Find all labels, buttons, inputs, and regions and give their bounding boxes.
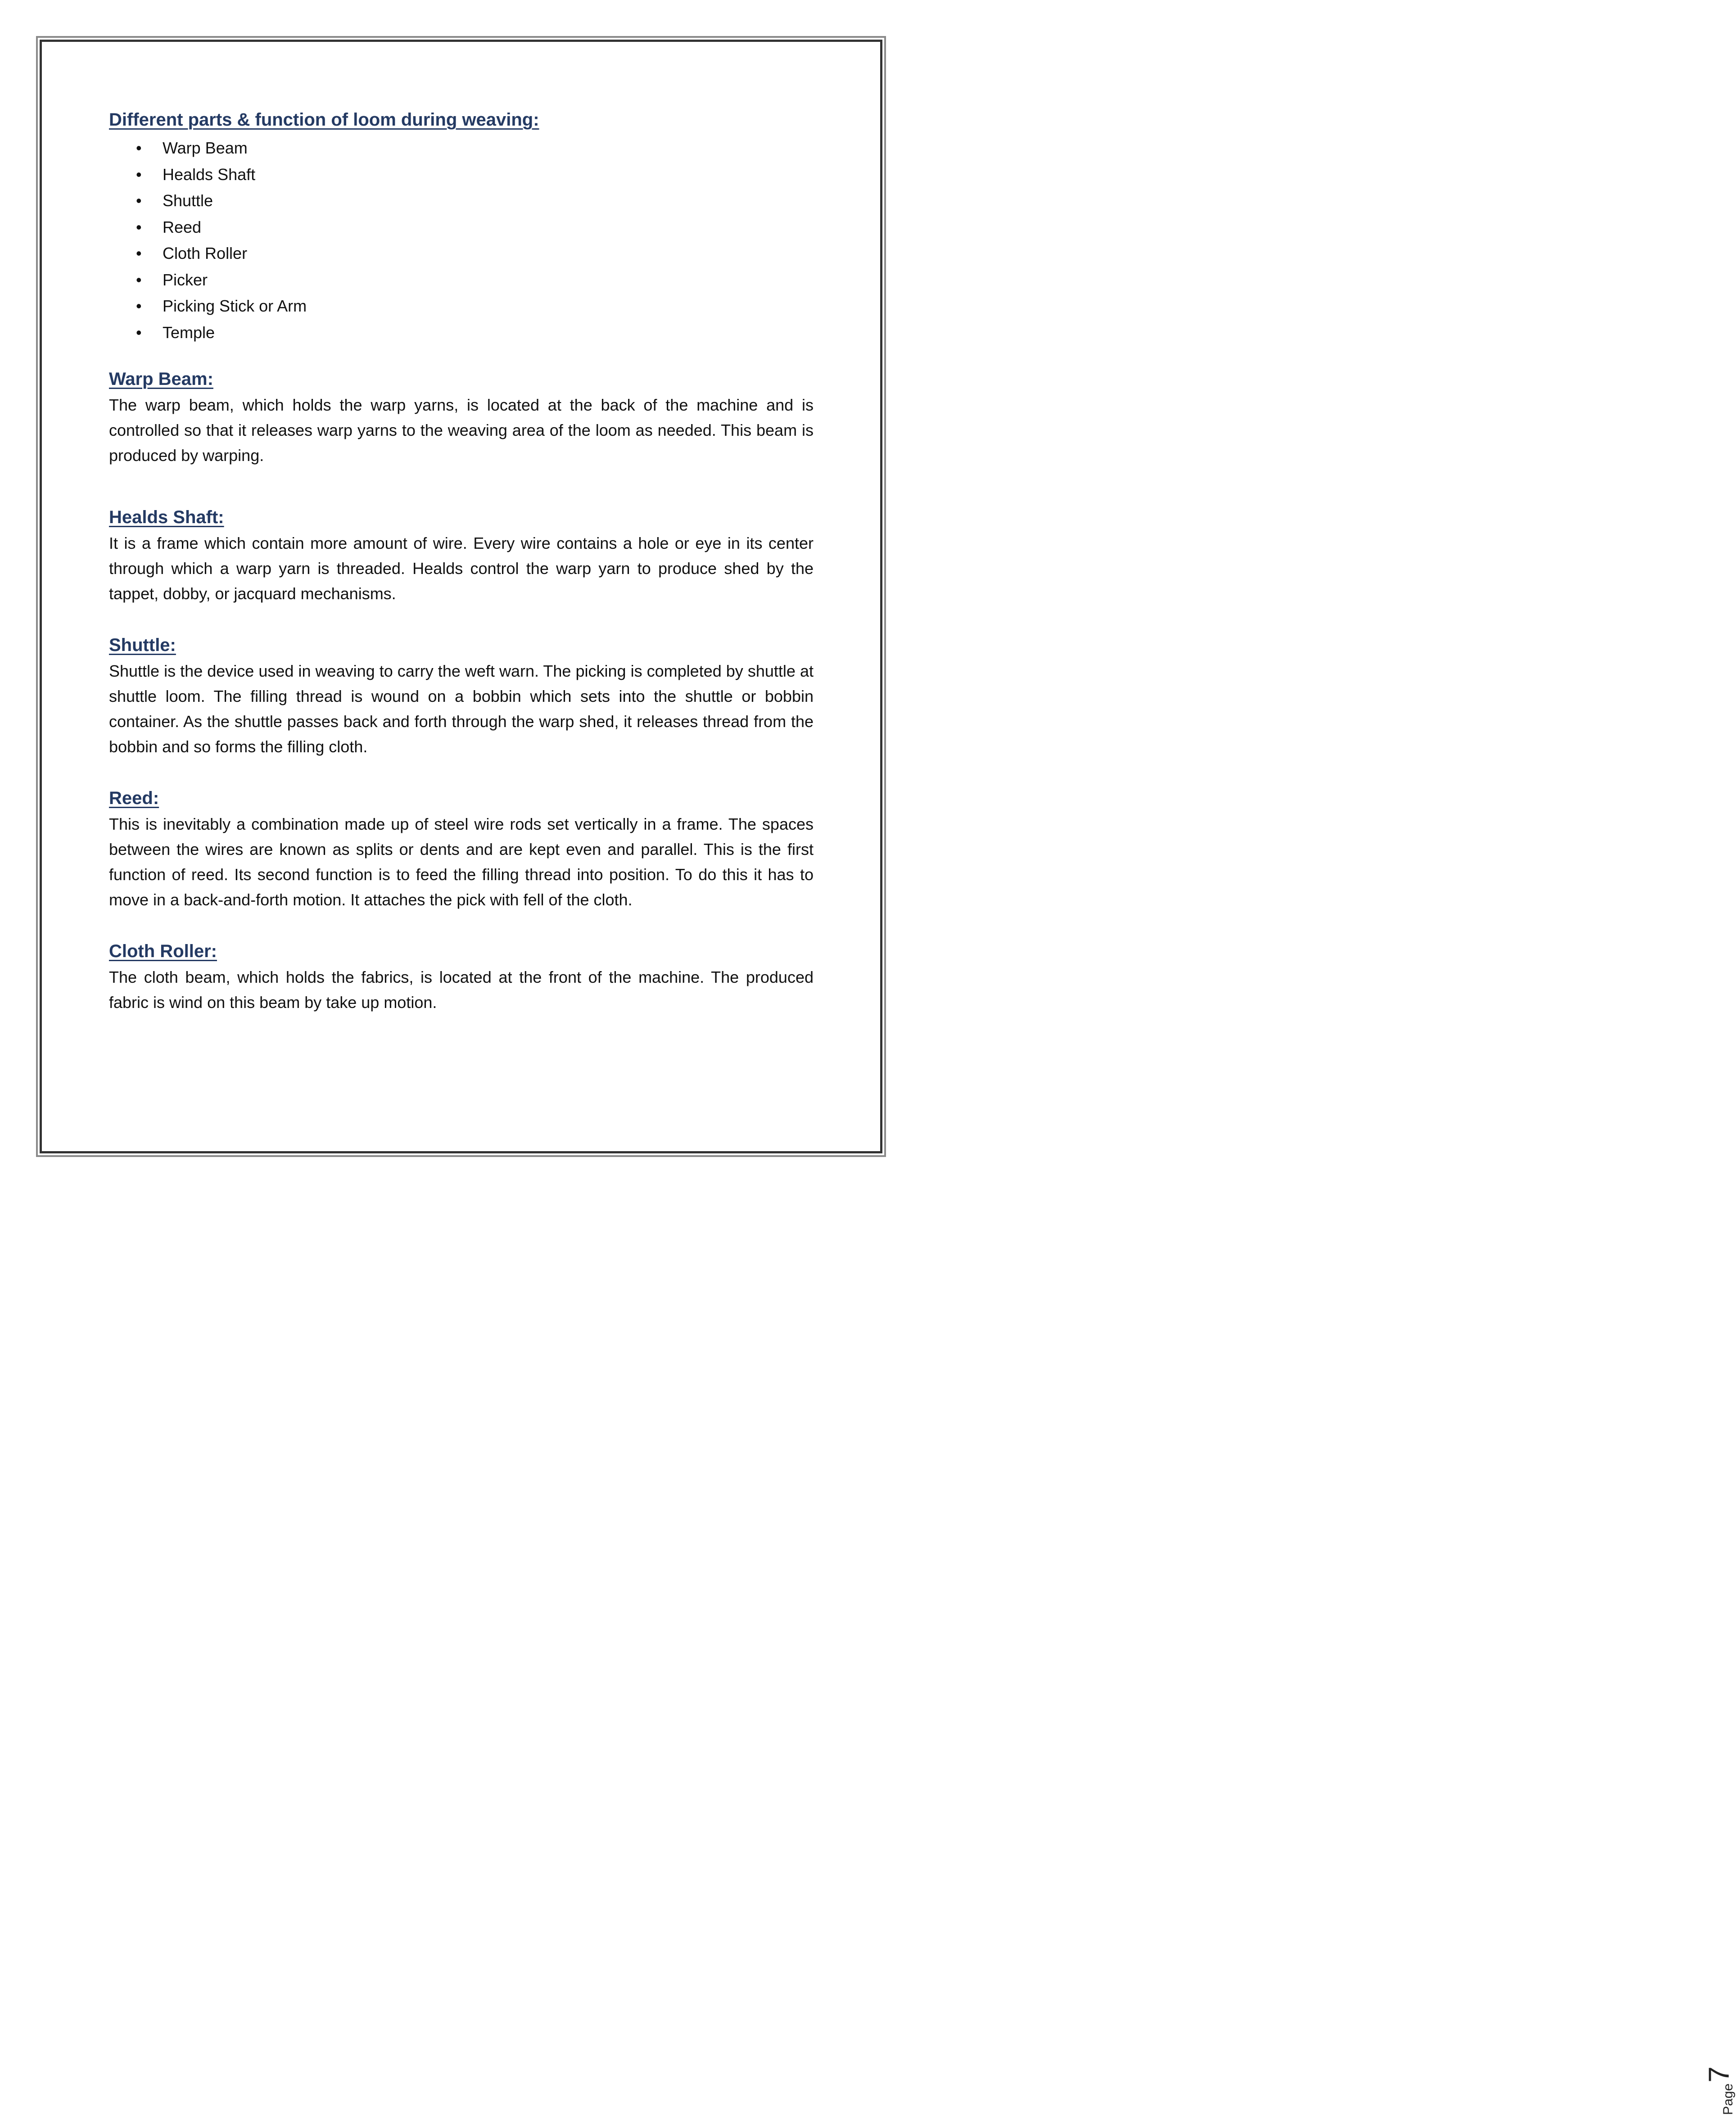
section-title: Cloth Roller: [109, 941, 217, 961]
list-item: • Reed [109, 214, 814, 241]
section-reed [109, 786, 814, 913]
section-body: This is inevitably a combination made up of steel wire rods set vertically in a frame. The spaces between the wires are known as splits or dents and are kept even and parallel. This is the first function of reed. Its second function is to feed the filling thread into position. To do this it has to move in a back-and-forth motion. It attaches the pick with fell of the cloth. [109, 815, 814, 909]
parts-list [109, 135, 814, 346]
list-item: • Shuttle [109, 188, 814, 214]
list-item: • Healds Shaft [109, 162, 814, 188]
bullet-icon: • [136, 217, 142, 236]
document-heading: Different parts & function of loom during weaving: [109, 110, 539, 130]
section-warp-beam [109, 367, 814, 468]
section-healds-shaft [109, 506, 814, 606]
section-title: Warp Beam: [109, 369, 213, 389]
list-item: • Picking Stick or Arm [109, 293, 814, 320]
list-item: • Temple [109, 320, 814, 346]
list-item: • Picker [109, 267, 814, 294]
list-item: • Warp Beam [109, 135, 814, 162]
section-title: Reed: [109, 788, 159, 808]
page-label: Page [1721, 2083, 1736, 2115]
section-shuttle [109, 633, 814, 759]
section-body: It is a frame which contain more amount of wire. Every wire contains a hole or eye in its center through which a warp yarn is threaded. Healds control the warp yarn to produce shed by the tappet, dobby, or jacquard mechanisms. [109, 534, 814, 603]
page-number: 7 [1702, 2066, 1735, 2083]
bullet-icon: • [136, 165, 142, 184]
bullet-icon: • [136, 297, 142, 315]
bullet-icon: • [136, 244, 142, 262]
page-number-block [855, 1035, 1736, 2115]
section-title: Healds Shaft: [109, 507, 224, 527]
bullet-icon: • [136, 323, 142, 342]
section-body: The cloth beam, which holds the fabrics, is located at the front of the machine. The produced fabric is wind on this beam by take up motion. [109, 968, 814, 1012]
page-content [109, 108, 814, 1015]
section-body: Shuttle is the device used in weaving to carry the weft warn. The picking is completed by shuttle at shuttle loom. The filling thread is wound on a bobbin which sets into the shuttle or bobbin container. As the shuttle passes back and forth through the warp shed, it releases thread from the bobbin and so forms the filling cloth. [109, 662, 814, 756]
section-cloth-roller [109, 940, 814, 1015]
list-item: • Cloth Roller [109, 240, 814, 267]
bullet-icon: • [136, 270, 142, 289]
bullet-icon: • [136, 191, 142, 210]
section-body: The warp beam, which holds the warp yarns, is located at the back of the machine and is controlled so that it releases warp yarns to the weaving area of the loom as needed. This beam is produced by warping. [109, 396, 814, 465]
section-title: Shuttle: [109, 635, 176, 655]
bullet-icon: • [136, 139, 142, 157]
